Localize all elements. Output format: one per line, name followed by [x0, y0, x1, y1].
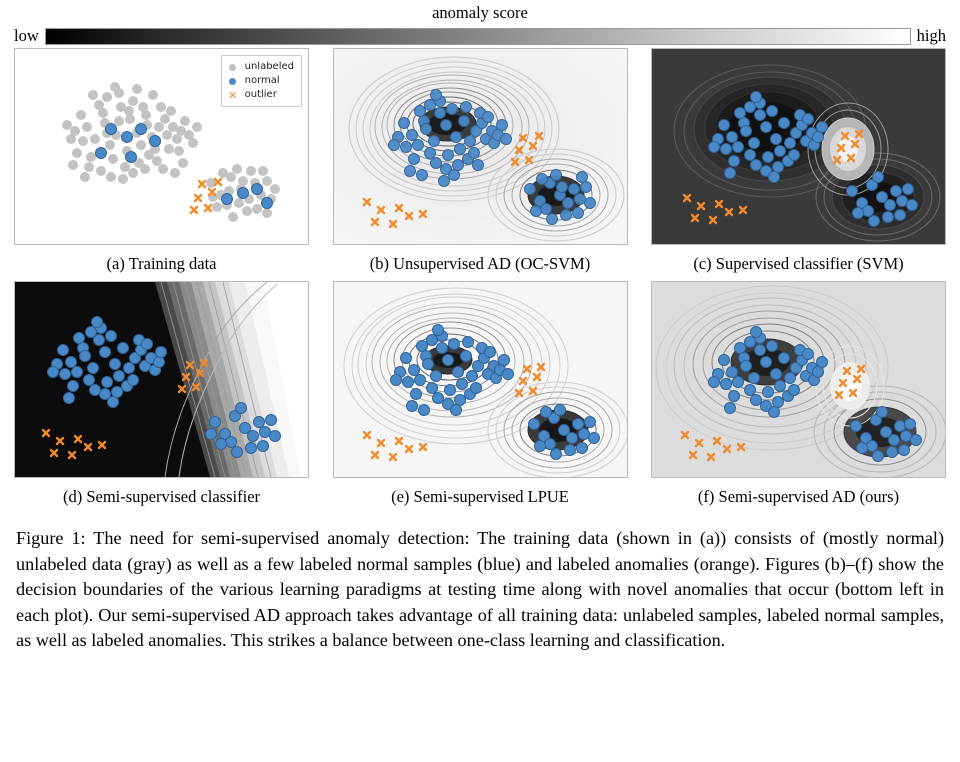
panel-b-caption: (b) Unsupervised AD (OC-SVM)	[369, 254, 591, 273]
panel-c-caption: (c) Supervised classifier (SVM)	[693, 254, 904, 273]
panel-c-plot	[651, 48, 946, 245]
panel-f	[651, 281, 946, 508]
colorbar-high-label: high	[916, 26, 946, 45]
colorbar-gradient	[45, 28, 911, 45]
circle-icon	[227, 75, 239, 87]
legend-label-normal: normal	[244, 75, 280, 86]
legend-label-outlier: outlier	[244, 89, 277, 100]
panel-e-plot	[333, 281, 628, 478]
colorbar-row	[14, 26, 946, 46]
legend	[221, 55, 302, 107]
colorbar-low-label: low	[14, 26, 39, 45]
legend-item-outlier	[227, 88, 294, 102]
figure-page	[0, 2, 960, 762]
panel-d-caption: (d) Semi-supervised classifier	[62, 487, 261, 506]
legend-label-unlabeled: unlabeled	[244, 61, 294, 72]
legend-item-normal	[227, 74, 294, 88]
panel-e	[333, 281, 628, 508]
colorbar	[14, 2, 946, 48]
circle-icon	[227, 61, 239, 73]
panel-d	[14, 281, 309, 508]
x-icon: ✕	[228, 88, 238, 102]
colorbar-title: anomaly score	[432, 3, 528, 22]
panel-f-caption: (f) Semi-supervised AD (ours)	[697, 487, 900, 506]
panel-b-plot	[333, 48, 628, 245]
panel-c	[651, 48, 946, 275]
figure-row-bottom	[14, 281, 946, 508]
panel-e-caption: (e) Semi-supervised LPUE	[391, 487, 569, 506]
panel-b	[333, 48, 628, 275]
panel-a-plot	[14, 48, 309, 245]
panel-a	[14, 48, 309, 275]
figure-grid	[14, 48, 946, 508]
legend-item-unlabeled	[227, 60, 294, 74]
panel-d-plot	[14, 281, 309, 478]
panel-a-caption: (a) Training data	[106, 254, 217, 273]
panel-f-plot	[651, 281, 946, 478]
figure-caption: Figure 1: The need for semi-supervised anomaly detection: The training data (shown in (a)) consists of (mostly normal) unlabeled data (gray) as well as a few labeled normal samples (blue) and labeled anomalies (orange). Figures (b)–(f) show the decision boundaries of the various learning paradigms at testing time along with novel anomalies that occur (bottom left in each plot). Our semi-supervised AD approach takes advantage of all training data: unlabeled samples, labeled normal samples, as well as labeled anomalies. This strikes a balance between one-class learning and classification.	[16, 528, 944, 650]
figure-row-top	[14, 48, 946, 275]
